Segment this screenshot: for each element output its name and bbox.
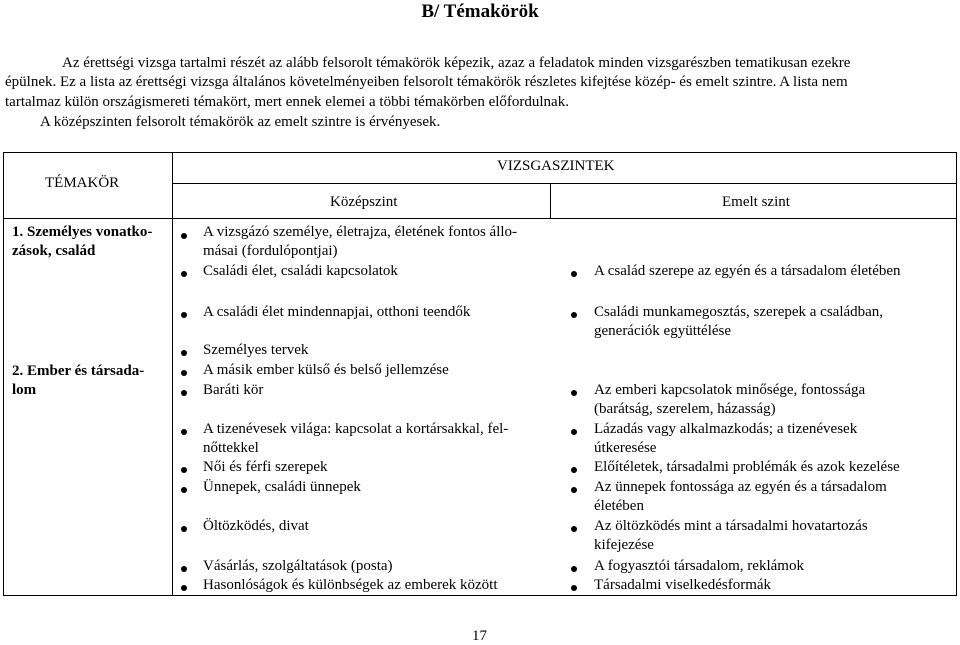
mid-item: Női és férfi szerepek bbox=[203, 459, 328, 475]
mid-item: A családi élet mindennapjai, otthoni teendők bbox=[203, 304, 471, 320]
adv-item: Családi munkamegosztás, szerepek a családban, bbox=[594, 304, 884, 320]
topic-1-line-2: zások, család bbox=[12, 243, 96, 259]
header-bottom-border bbox=[3, 218, 956, 219]
adv-item: Az öltözködés mint a társadalmi hovatartozás bbox=[594, 518, 868, 534]
mid-item: Baráti kör bbox=[203, 382, 264, 398]
bullet-icon bbox=[571, 585, 577, 591]
mid-item: A tizenévesek világa: kapcsolat a kortársakkal, fel- bbox=[203, 421, 509, 437]
adv-item: A fogyasztói társadalom, reklámok bbox=[594, 558, 804, 574]
bullet-icon bbox=[181, 467, 187, 473]
bullet-icon bbox=[181, 390, 187, 396]
bullet-icon bbox=[571, 390, 577, 396]
adv-item: Az emberi kapcsolatok minősége, fontossága bbox=[594, 382, 866, 398]
table-right-border bbox=[956, 152, 957, 596]
header-subdivider bbox=[172, 183, 956, 184]
adv-item: A család szerepe az egyén és a társadalom életében bbox=[594, 263, 901, 279]
bullet-icon bbox=[181, 526, 187, 532]
intro-line-1: Az érettségi vizsga tartalmi részét az alább felsorolt témakörök képezik, azaz a feladatok minden vizsgarészben tematikusan ezekre bbox=[62, 55, 851, 71]
page-title: B/ Témakörök bbox=[421, 1, 539, 22]
intro-line-2: épülnek. Ez a lista az érettségi vizsga általános követelményeiben felsorolt témakörök részletes kifejtése közép- és emelt szintre. A lista nem bbox=[5, 74, 848, 90]
header-level-divider bbox=[550, 183, 551, 219]
bullet-icon bbox=[571, 271, 577, 277]
adv-item: Az ünnepek fontossága az egyén és a társadalom bbox=[594, 479, 887, 495]
bullet-icon bbox=[181, 233, 187, 239]
bullet-icon bbox=[571, 467, 577, 473]
header-mid-level: Középszint bbox=[330, 194, 398, 210]
bullet-icon bbox=[181, 566, 187, 572]
mid-item: A másik ember külső és belső jellemzése bbox=[203, 362, 449, 378]
header-topic: TÉMAKÖR bbox=[45, 175, 120, 191]
bullet-icon bbox=[571, 526, 577, 532]
header-adv-level: Emelt szint bbox=[722, 194, 790, 210]
adv-item-continuation: kifejezése bbox=[594, 537, 654, 553]
bullet-icon bbox=[181, 487, 187, 493]
intro-line-4: A középszinten felsorolt témakörök az emelt szintre is érvényesek. bbox=[40, 114, 441, 130]
mid-item: Hasonlóságok és különbségek az emberek között bbox=[203, 577, 498, 593]
intro-line-3: tartalmaz külön országismereti témakört, mert ennek elemei a többi témakörben előfordulnak. bbox=[5, 94, 569, 110]
adv-item-continuation: életében bbox=[594, 498, 644, 514]
topic-2-line-1: 2. Ember és társada- bbox=[12, 363, 145, 379]
mid-item: A vizsgázó személye, életrajza, életének fontos állo- bbox=[203, 224, 518, 240]
mid-item-continuation: másai (fordulópontjai) bbox=[203, 243, 338, 259]
table-bottom-border bbox=[3, 595, 956, 596]
mid-item: Öltözködés, divat bbox=[203, 518, 309, 534]
bullet-icon bbox=[571, 312, 577, 318]
bullet-icon bbox=[181, 350, 187, 356]
adv-item: Társadalmi viselkedésformák bbox=[594, 577, 772, 593]
bullet-icon bbox=[571, 429, 577, 435]
topic-2-line-2: lom bbox=[12, 382, 37, 398]
bullet-icon bbox=[181, 585, 187, 591]
mid-item: Személyes tervek bbox=[203, 342, 309, 358]
mid-item: Vásárlás, szolgáltatások (posta) bbox=[203, 558, 393, 574]
bullet-icon bbox=[571, 487, 577, 493]
adv-item: Előítéletek, társadalmi problémák és azok kezelése bbox=[594, 459, 900, 475]
adv-item-continuation: útkeresése bbox=[594, 440, 657, 456]
mid-item: Ünnepek, családi ünnepek bbox=[203, 479, 361, 495]
mid-item-continuation: nőttekkel bbox=[203, 440, 259, 456]
bullet-icon bbox=[571, 566, 577, 572]
topic-1-line-1: 1. Személyes vonatko- bbox=[12, 224, 153, 240]
page-number: 17 bbox=[472, 628, 487, 644]
table-top-border bbox=[3, 152, 956, 153]
bullet-icon bbox=[181, 370, 187, 376]
bullet-icon bbox=[181, 429, 187, 435]
header-exam-levels: VIZSGASZINTEK bbox=[497, 158, 615, 174]
adv-item: Lázadás vagy alkalmazkodás; a tizenévesek bbox=[594, 421, 858, 437]
adv-item-continuation: (barátság, szerelem, házasság) bbox=[594, 401, 776, 417]
bullet-icon bbox=[181, 312, 187, 318]
bullet-icon bbox=[181, 271, 187, 277]
mid-item: Családi élet, családi kapcsolatok bbox=[203, 263, 398, 279]
adv-item-continuation: generációk együttélése bbox=[594, 323, 732, 339]
